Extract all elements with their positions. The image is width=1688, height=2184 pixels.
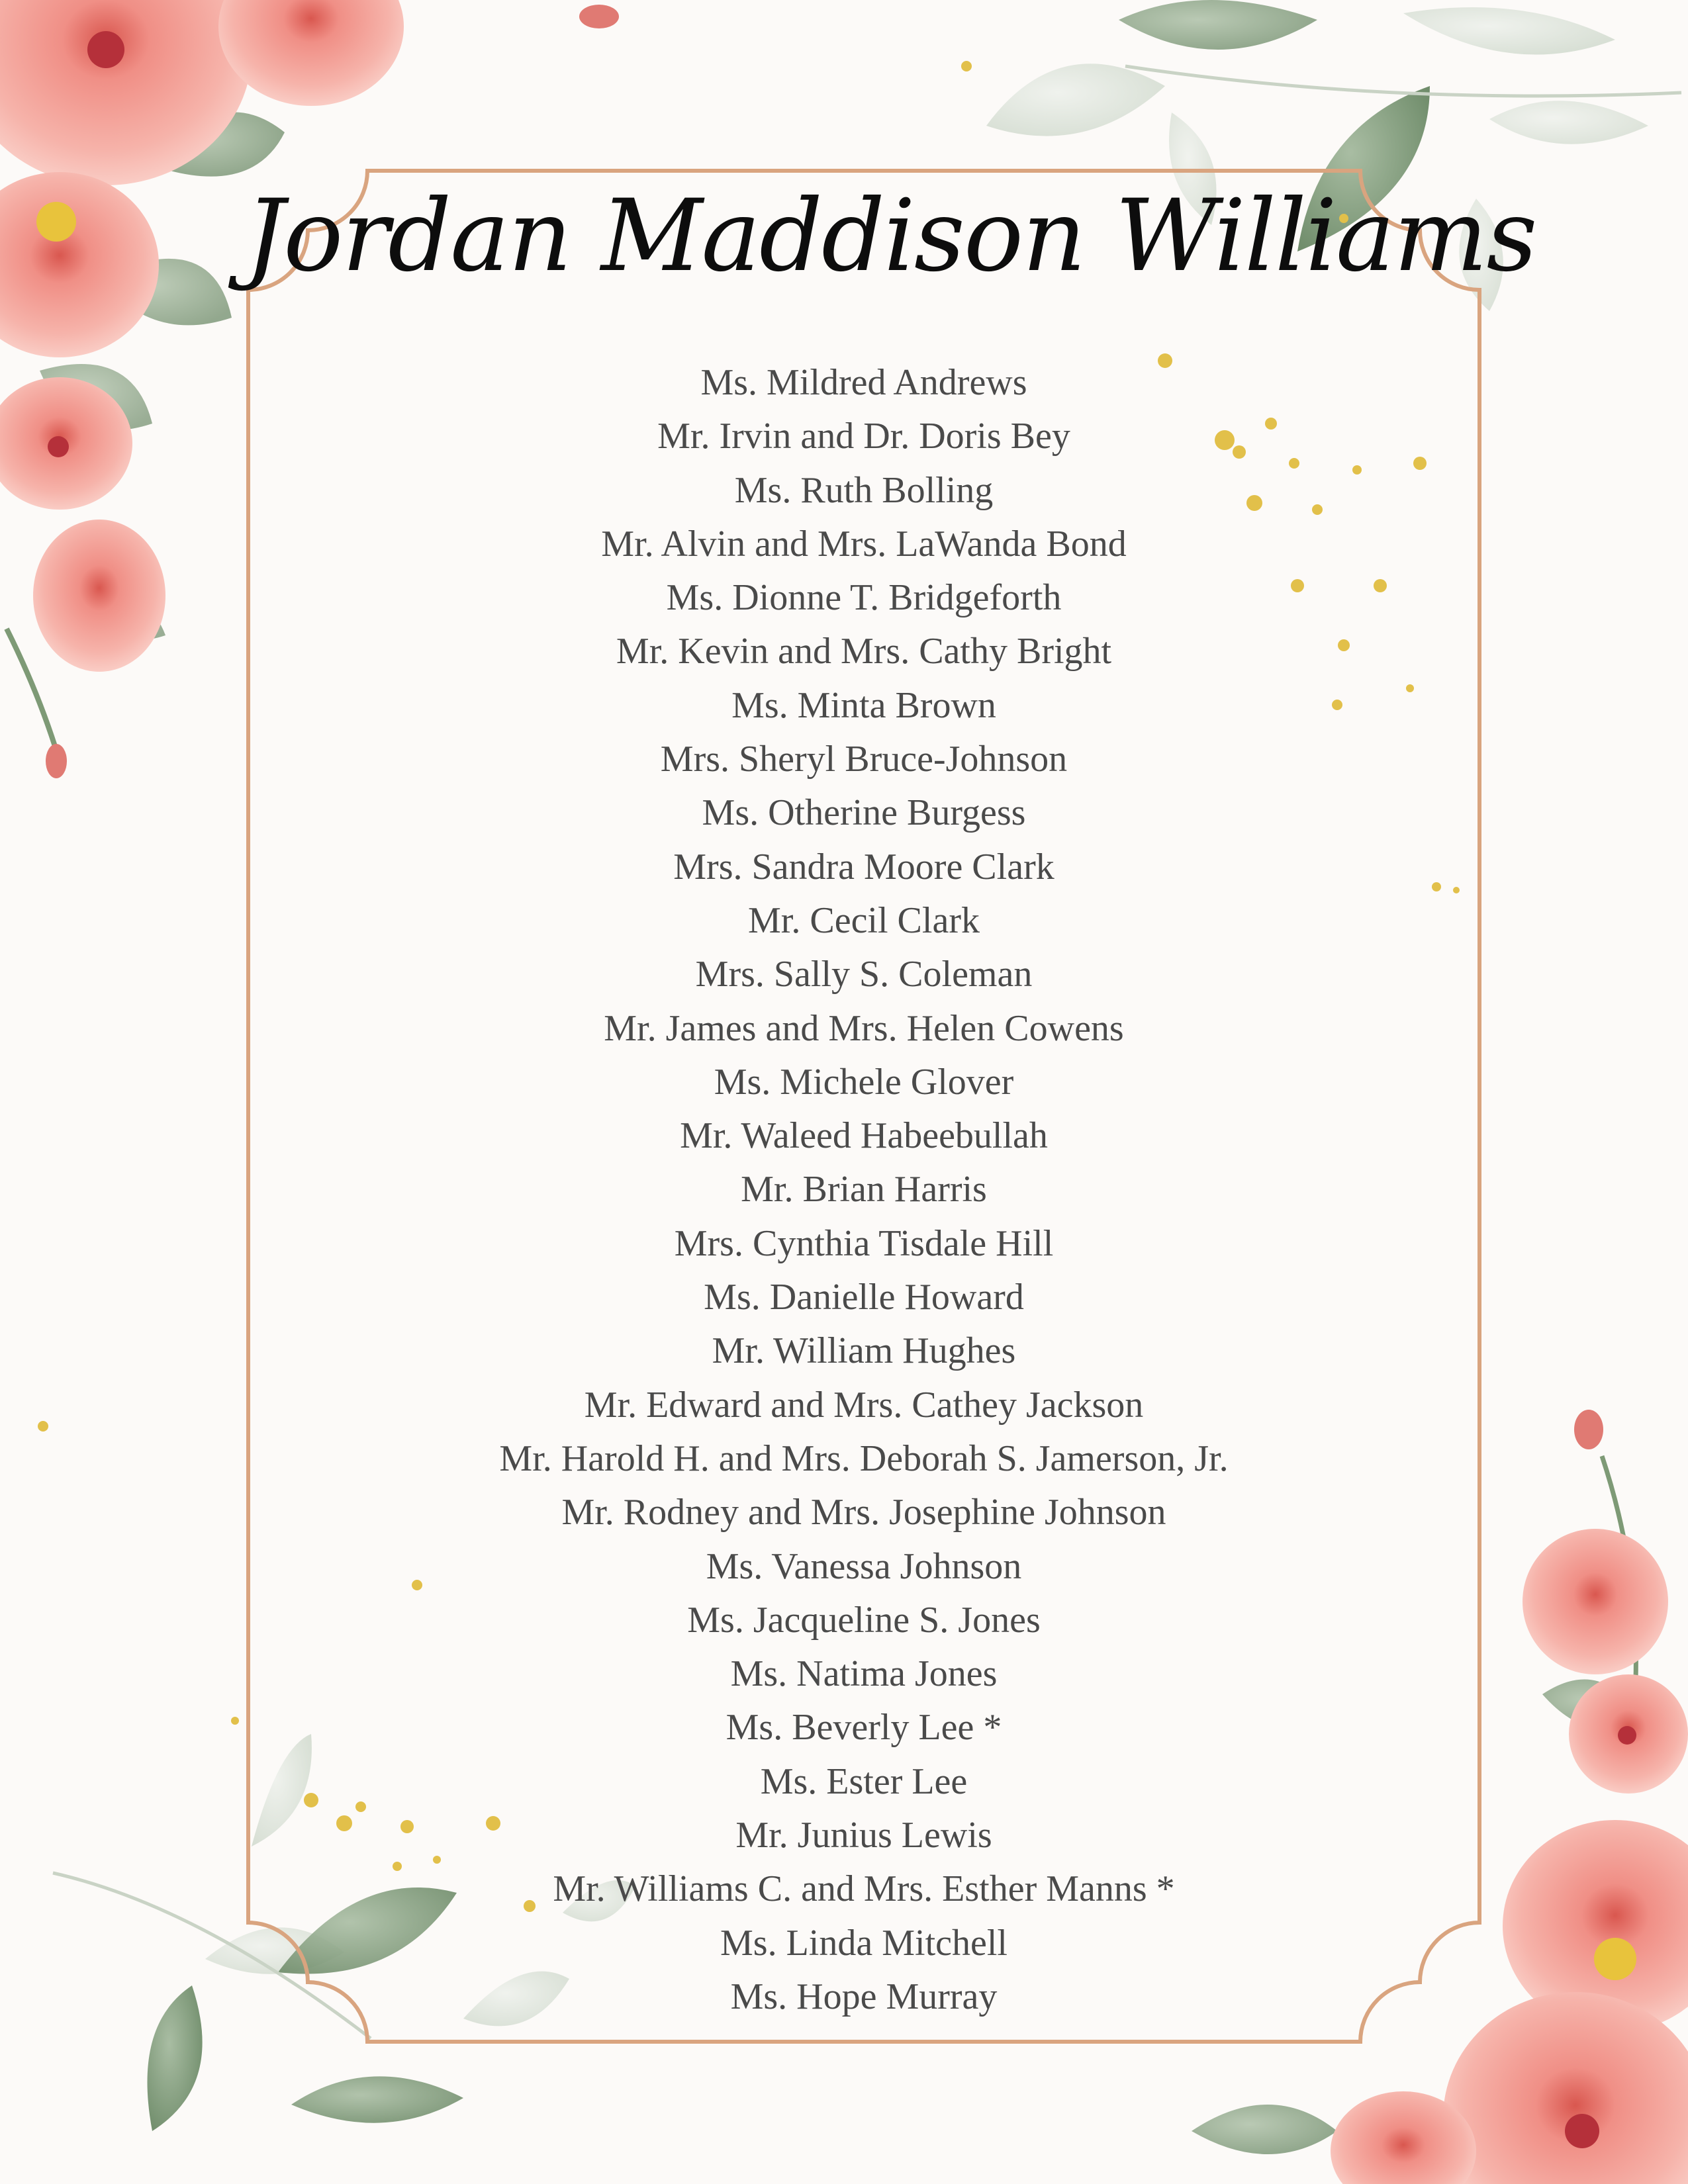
guest-name: Mr. Edward and Mrs. Cathey Jackson — [584, 1384, 1144, 1426]
guest-name: Ms. Vanessa Johnson — [706, 1545, 1022, 1587]
page-title: Jordan Maddison Williams — [245, 179, 1536, 294]
guest-name: Ms. Natima Jones — [730, 1653, 998, 1695]
guest-name: Mr. Waleed Habeebullah — [680, 1115, 1048, 1157]
guest-name: Mr. Irvin and Dr. Doris Bey — [657, 416, 1070, 457]
guest-name: Mr. William Hughes — [712, 1330, 1016, 1372]
guest-name: Mrs. Cynthia Tisdale Hill — [674, 1222, 1054, 1264]
guest-list — [252, 356, 1476, 2024]
guest-name: Ms. Ruth Bolling — [734, 469, 994, 511]
guest-name: Ms. Ester Lee — [760, 1760, 968, 1802]
guest-name: Mr. Brian Harris — [741, 1169, 987, 1210]
guest-name: Mrs. Sheryl Bruce-Johnson — [660, 739, 1068, 780]
guest-name: Mrs. Sandra Moore Clark — [673, 846, 1055, 887]
guest-name: Ms. Danielle Howard — [704, 1277, 1024, 1318]
guest-name: Ms. Jacqueline S. Jones — [687, 1599, 1041, 1641]
guest-name: Mrs. Sally S. Coleman — [695, 954, 1033, 995]
guest-name: Ms. Mildred Andrews — [700, 362, 1027, 403]
guest-name: Ms. Otherine Burgess — [702, 792, 1026, 834]
guest-name: Ms. Linda Mitchell — [720, 1922, 1008, 1964]
guest-name: Ms. Minta Brown — [731, 684, 996, 726]
guest-name: Mr. Alvin and Mrs. LaWanda Bond — [601, 523, 1127, 565]
guest-name: Ms. Hope Murray — [730, 1976, 998, 2017]
guest-name: Mr. James and Mrs. Helen Cowens — [604, 1007, 1124, 1049]
guest-name: Mr. Junius Lewis — [735, 1815, 992, 1856]
guest-name: Ms. Dionne T. Bridgeforth — [666, 577, 1062, 619]
guest-name: Mr. Rodney and Mrs. Josephine Johnson — [561, 1492, 1166, 1533]
guest-name: Mr. Harold H. and Mrs. Deborah S. Jamerson, Jr. — [499, 1437, 1229, 1479]
guest-name: Ms. Beverly Lee * — [726, 1707, 1002, 1749]
guest-name: Mr. Kevin and Mrs. Cathy Bright — [616, 631, 1112, 672]
guest-name: Mr. Cecil Clark — [748, 899, 980, 941]
guest-name: Mr. Williams C. and Mrs. Esther Manns * — [553, 1868, 1175, 1910]
guest-name: Ms. Michele Glover — [714, 1061, 1014, 1103]
